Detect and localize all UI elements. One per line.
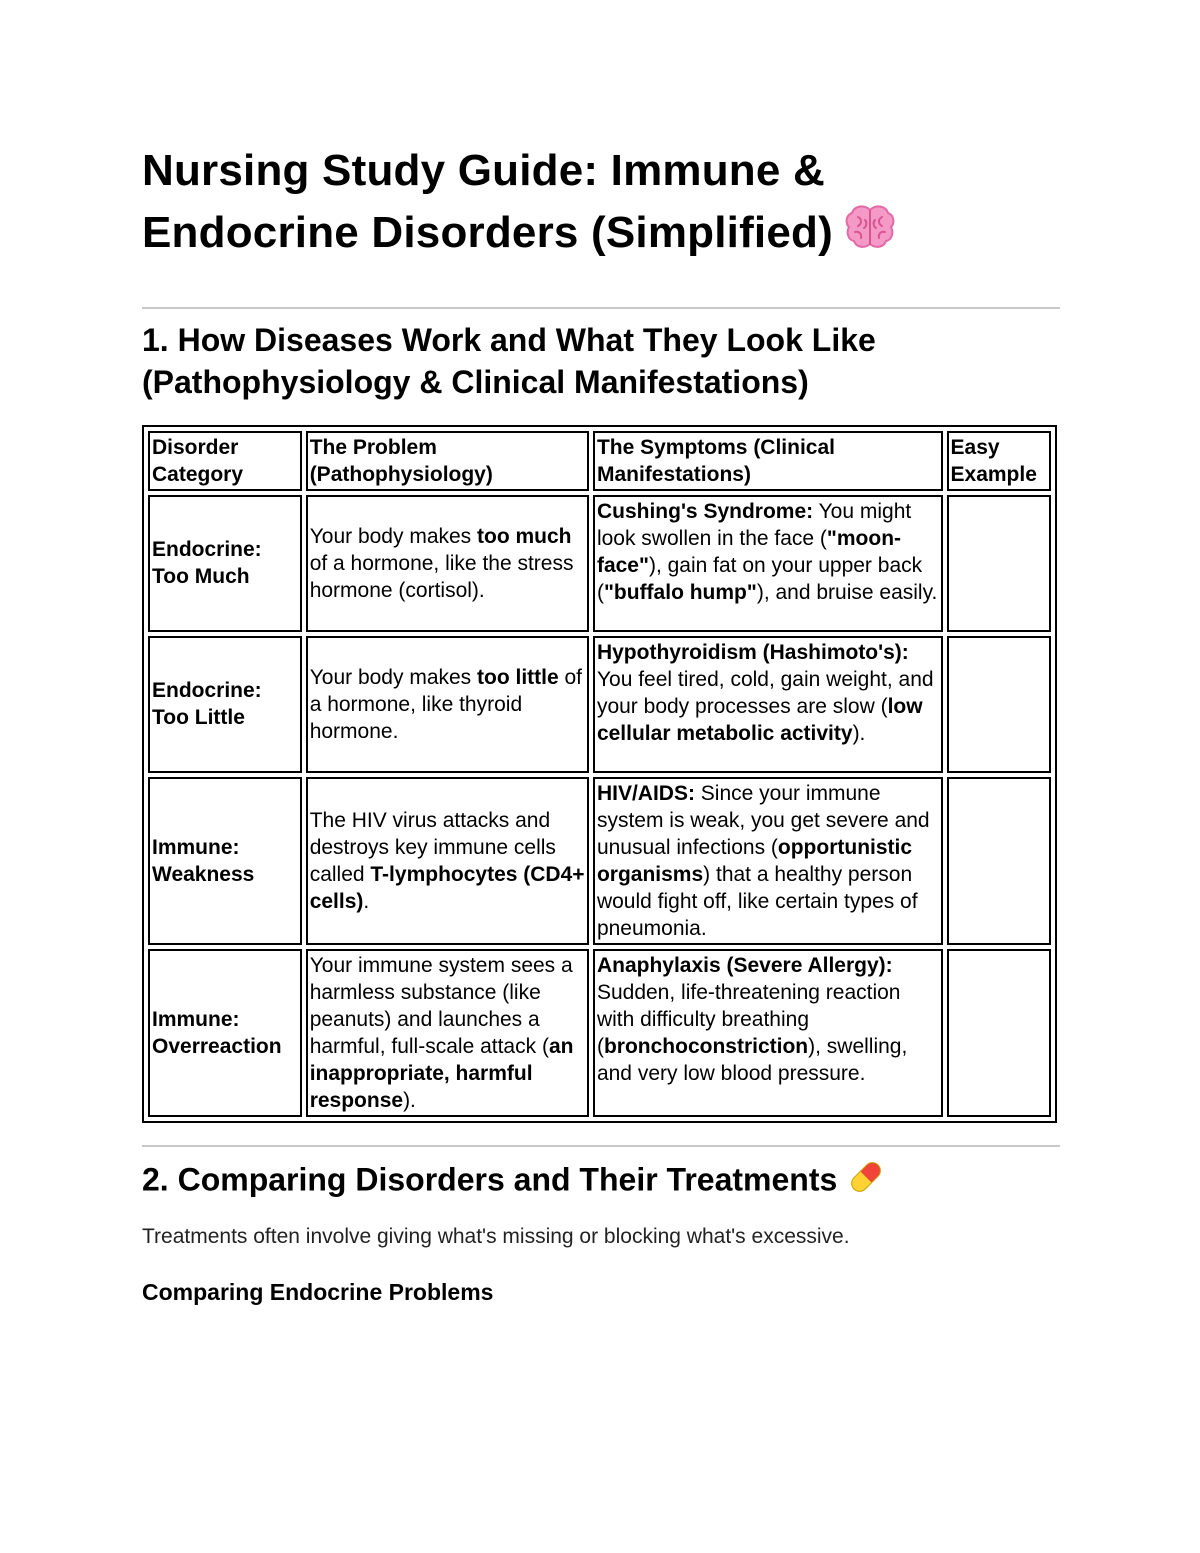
table-body <box>148 495 1051 1117</box>
text: You might look swollen in the face ( <box>596 499 912 550</box>
text: of a hormone, like thyroid hormone. <box>309 665 583 743</box>
table-row <box>148 777 1051 945</box>
text: ). <box>403 1088 416 1112</box>
cell-symptoms <box>593 636 943 773</box>
section1-heading-line1: 1. How Diseases Work and What They Look Like <box>142 321 876 358</box>
cell-example <box>947 495 1051 632</box>
bold-text: too much <box>477 524 572 548</box>
page-title <box>142 140 1060 267</box>
text: Your immune system sees a harmless substance (like peanuts) and launches a harmful, full-scale attack ( <box>309 953 573 1058</box>
bold-text: T-lymphocytes (CD4+ cells) <box>309 862 585 913</box>
cell-symptoms <box>593 495 943 632</box>
document-page <box>142 140 1060 1307</box>
table-row <box>148 949 1051 1117</box>
page-title-line1: Nursing Study Guide: Immune & <box>142 146 825 195</box>
bold-text: HIV/AIDS: <box>596 781 695 805</box>
text: ), swelling, and very low blood pressure. <box>596 1034 908 1085</box>
bold-text: Anaphylaxis (Severe Allergy): <box>596 953 893 977</box>
bold-text: opportunistic organisms <box>596 835 913 886</box>
bold-text: "buffalo hump" <box>603 580 757 604</box>
text: Sudden, life-threatening reaction with difficulty breathing ( <box>596 980 901 1058</box>
bold-text: low cellular metabolic activity <box>596 694 923 745</box>
table-header: Easy Example <box>947 431 1051 491</box>
cell-problem <box>306 495 589 632</box>
cell-example <box>947 949 1051 1117</box>
text: The HIV virus attacks and destroys key immune cells called <box>309 808 556 886</box>
text: . <box>363 889 370 913</box>
page-title-line2: Endocrine Disorders (Simplified) <box>142 208 833 257</box>
text: Your body makes <box>309 665 478 689</box>
pill-icon <box>846 1157 886 1207</box>
text: Since your immune system is weak, you get severe and unusual infections ( <box>596 781 930 859</box>
cell-category: Immune: Weakness <box>148 777 302 945</box>
cell-category: Endocrine: Too Little <box>148 636 302 773</box>
cell-symptoms <box>593 777 943 945</box>
text: ). <box>852 721 866 745</box>
disorders-table <box>142 425 1057 1123</box>
cell-problem <box>306 636 589 773</box>
section2-heading <box>142 1157 1060 1207</box>
text: You feel tired, cold, gain weight, and your body processes are slow ( <box>596 667 934 718</box>
section1-heading-line2: (Pathophysiology & Clinical Manifestations) <box>142 363 809 400</box>
cell-category: Immune: Overreaction <box>148 949 302 1117</box>
cell-example <box>947 777 1051 945</box>
section2-heading-text: 2. Comparing Disorders and Their Treatments <box>142 1161 838 1198</box>
text: Your body makes <box>309 524 478 548</box>
bold-text: bronchoconstriction <box>603 1034 809 1058</box>
table-row <box>148 636 1051 773</box>
cell-category: Endocrine: Too Much <box>148 495 302 632</box>
text: ) that a healthy person would fight off, like certain types of pneumonia. <box>596 862 918 940</box>
bold-text: too little <box>477 665 559 689</box>
table-header: The Symptoms (Clinical Manifestations) <box>593 431 943 491</box>
bold-text: an inappropriate, harmful response <box>309 1034 574 1112</box>
section2-subheading: Comparing Endocrine Problems <box>142 1278 494 1305</box>
table-header-row <box>148 431 1051 491</box>
cell-problem <box>306 777 589 945</box>
cell-problem <box>306 949 589 1117</box>
section2-intro: Treatments often involve giving what's missing or blocking what's excessive. <box>142 1224 850 1248</box>
bold-text: "moon-face" <box>596 526 902 577</box>
text: ), gain fat on your upper back ( <box>596 553 923 604</box>
text: of a hormone, like the stress hormone (cortisol). <box>309 551 574 602</box>
table-header: The Problem (Pathophysiology) <box>306 431 589 491</box>
table-header: Disorder Category <box>148 431 302 491</box>
bold-text: Cushing's Syndrome: <box>596 499 814 523</box>
cell-symptoms <box>593 949 943 1117</box>
text: ), and bruise easily. <box>756 580 938 604</box>
bold-text: Hypothyroidism (Hashimoto's): <box>596 640 909 664</box>
table-row <box>148 495 1051 632</box>
section1-heading <box>142 319 1060 403</box>
cell-example <box>947 636 1051 773</box>
brain-icon <box>845 204 895 267</box>
